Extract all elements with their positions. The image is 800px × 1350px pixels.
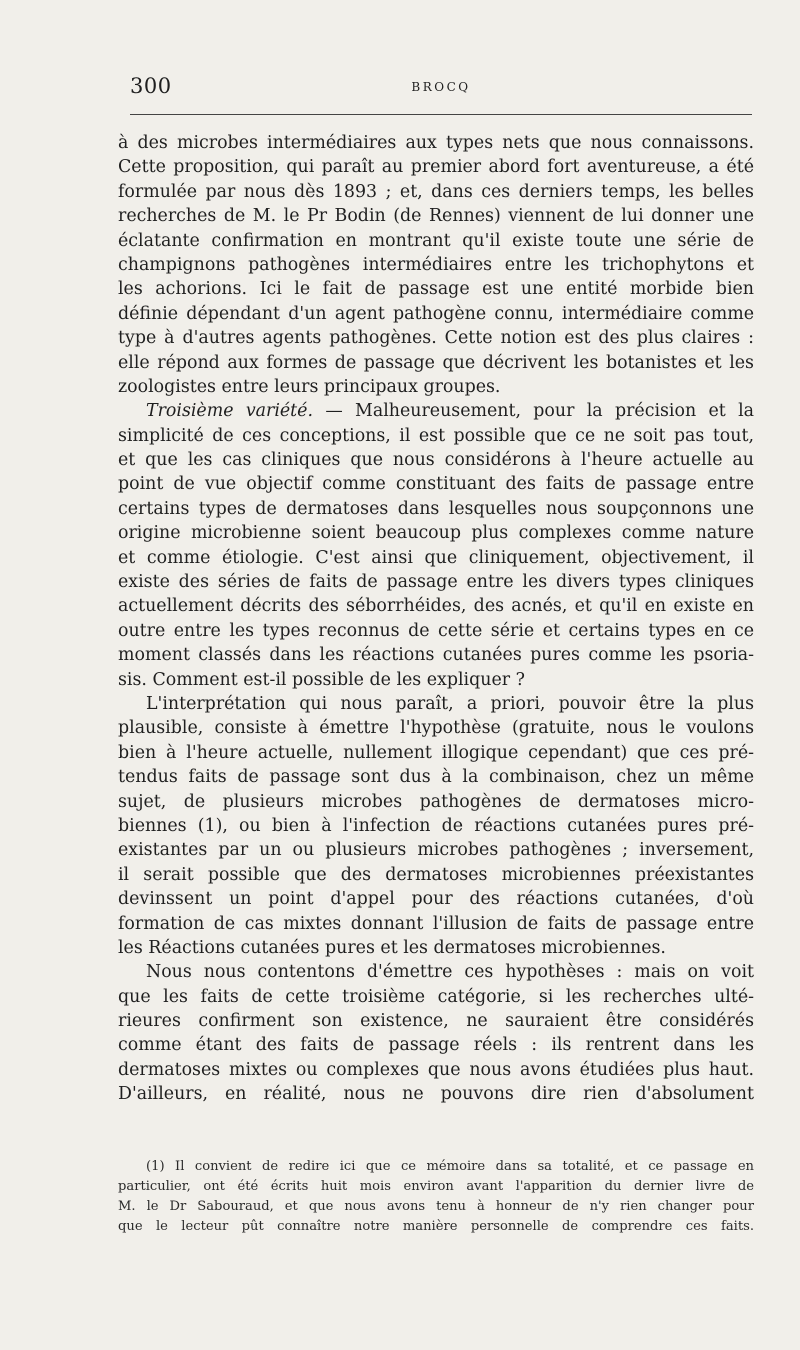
text-line: L'interprétation qui nous paraît, a priori, pouvoir être la plus <box>146 693 754 714</box>
running-title: BROCQ <box>411 80 471 94</box>
text-line: rieures confirment son existence, ne sauraient être considérés <box>118 1011 754 1032</box>
footnote-line: que le lecteur pût connaître notre manière personnelle de comprendre ces faits. <box>118 1219 754 1234</box>
footnote-line: M. le Dr Sabouraud, et que nous avons tenu à honneur de n'y rien changer pour <box>118 1199 754 1214</box>
text-line: bien à l'heure actuelle, nullement illogique cependant) que ces pré- <box>118 742 754 763</box>
text-line: formulée par nous dès 1893 ; et, dans ces derniers temps, les belles <box>118 181 754 202</box>
text-line: dermatoses mixtes ou complexes que nous avons étudiées plus haut. <box>118 1059 754 1080</box>
text-line: Malheureusement, pour la précision et la <box>355 401 755 422</box>
text-line: plausible, consiste à émettre l'hypothèse (gratuite, nous le voulons <box>118 718 754 739</box>
text-line: type à d'autres agents pathogènes. Cette notion est des plus claires : <box>118 328 754 349</box>
text-line: existe des séries de faits de passage entre les divers types cliniques <box>118 572 754 593</box>
text-line: Cette proposition, qui paraît au premier abord fort aventureuse, a été <box>118 157 754 178</box>
text-line: il serait possible que des dermatoses microbiennes préexistantes <box>118 864 754 885</box>
text-line: recherches de M. le Pr Bodin (de Rennes) viennent de lui donner une <box>118 206 754 227</box>
footnote <box>118 1157 754 1237</box>
text-line: comme étant des faits de passage réels : ils rentrent dans les <box>118 1035 754 1056</box>
text-line: actuellement décrits des séborrhéides, des acnés, et qu'il en existe en <box>118 596 754 617</box>
text-line: et comme étiologie. C'est ainsi que cliniquement, objectivement, il <box>118 547 754 568</box>
text-line: définie dépendant d'un agent pathogène connu, intermédiaire comme <box>118 303 754 324</box>
footnote-line: (1) Il convient de redire ici que ce mémoire dans sa totalité, et ce passage en <box>146 1159 754 1174</box>
text-line: zoologistes entre leurs principaux groupes. <box>118 376 501 397</box>
header-rule <box>130 114 752 115</box>
section-lead-line <box>118 399 754 423</box>
page-number: 300 <box>130 74 172 98</box>
text-line: sis. Comment est-il possible de les expliquer ? <box>118 669 525 690</box>
text-line: tendus faits de passage sont dus à la combinaison, chez un même <box>118 767 754 788</box>
text-line: outre entre les types reconnus de cette série et certains types en ce <box>118 620 754 641</box>
text-line: les Réactions cutanées pures et les dermatoses microbiennes. <box>118 937 666 958</box>
text-line: sujet, de plusieurs microbes pathogènes de dermatoses micro- <box>118 791 754 812</box>
text-line: origine microbienne soient beaucoup plus complexes comme nature <box>118 523 754 544</box>
text-line: certains types de dermatoses dans lesquelles nous soupçonnons une <box>118 498 754 519</box>
text-line: à des microbes intermédiaires aux types nets que nous connaissons. <box>118 133 754 153</box>
text-line: champignons pathogènes intermédiaires entre les trichophytons et <box>118 254 754 275</box>
text-line: existantes par un ou plusieurs microbes pathogènes ; inversement, <box>118 840 754 861</box>
running-head <box>130 74 752 102</box>
text-line: les achorions. Ici le fait de passage est une entité morbide bien <box>118 279 754 300</box>
section-heading-italic: Troisième variété. <box>146 401 313 422</box>
text-line: point de vue objectif comme constituant des faits de passage entre <box>118 474 754 495</box>
text-line: moment classés dans les réactions cutanées pures comme les psoria- <box>118 645 754 666</box>
text-line: biennes (1), ou bien à l'infection de réactions cutanées pures pré- <box>118 815 754 836</box>
text-line: que les faits de cette troisième catégorie, si les recherches ulté- <box>118 986 754 1007</box>
text-line: et que les cas cliniques que nous considérons à l'heure actuelle au <box>118 450 754 471</box>
text-line: Nous nous contentons d'émettre ces hypothèses : mais on voit <box>146 962 754 983</box>
body-text <box>118 131 754 1107</box>
text-line: simplicité de ces conceptions, il est possible que ce ne soit pas tout, <box>118 425 754 446</box>
em-dash: — <box>313 401 356 422</box>
footnote-line: particulier, ont été écrits huit mois environ avant l'apparition du dernier livre de <box>118 1179 754 1194</box>
text-line: éclatante confirmation en montrant qu'il existe toute une série de <box>118 230 754 251</box>
text-line: D'ailleurs, en réalité, nous ne pouvons dire rien d'absolument <box>118 1084 754 1105</box>
text-line: formation de cas mixtes donnant l'illusion de faits de passage entre <box>118 913 754 934</box>
text-line: devinssent un point d'appel pour des réactions cutanées, d'où <box>118 889 754 910</box>
text-line: elle répond aux formes de passage que décrivent les botanistes et les <box>118 352 754 373</box>
